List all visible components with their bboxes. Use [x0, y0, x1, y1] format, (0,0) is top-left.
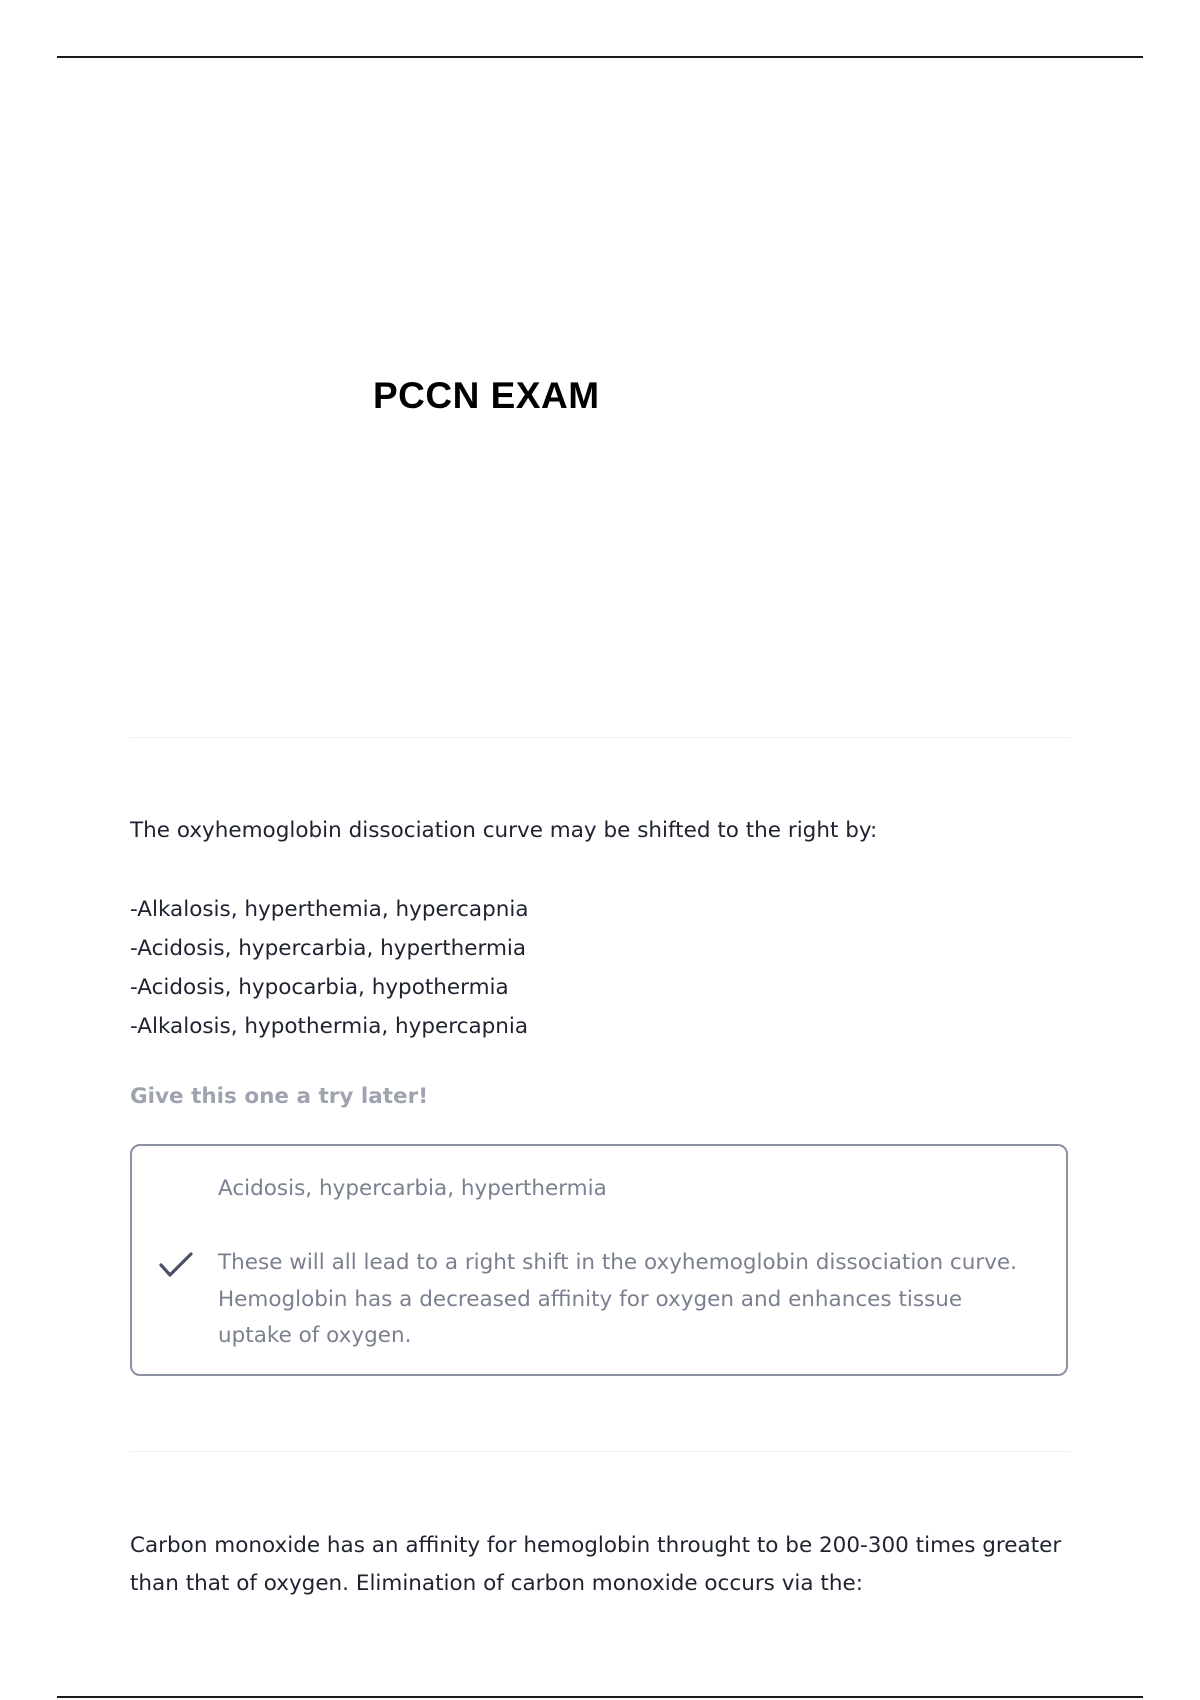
- question-text: The oxyhemoglobin dissociation curve may be shifted to the right by:: [130, 818, 878, 843]
- option-item: -Acidosis, hypercarbia, hyperthermia: [130, 936, 527, 961]
- option-item: -Alkalosis, hyperthemia, hypercapnia: [130, 897, 529, 922]
- document-title: PCCN EXAM: [373, 375, 600, 416]
- correct-answer-text: Acidosis, hypercarbia, hyperthermia: [218, 1176, 607, 1201]
- answer-options-list: [130, 890, 529, 1046]
- question-text: Carbon monoxide has an affinity for hemoglobin throught to be 200-300 times greater than that of oxygen. Elimination of carbon monoxide occurs via the:: [130, 1533, 1062, 1596]
- answer-explanation: These will all lead to a right shift in the oxyhemoglobin dissociation curve. Hemoglobin has a decreased affinity for oxygen and enhances tissue uptake of oxygen.: [218, 1250, 1017, 1348]
- option-item: -Alkalosis, hypothermia, hypercapnia: [130, 1014, 529, 1039]
- status-label: Give this one a try later!: [130, 1084, 428, 1109]
- card-divider: [130, 737, 1070, 738]
- answer-box: [130, 1144, 1068, 1376]
- card-divider: [130, 1451, 1070, 1452]
- checkmark-icon: [158, 1250, 194, 1280]
- page-bottom-rule: [57, 1696, 1143, 1698]
- page-top-rule: [57, 56, 1143, 58]
- option-item: -Acidosis, hypocarbia, hypothermia: [130, 975, 509, 1000]
